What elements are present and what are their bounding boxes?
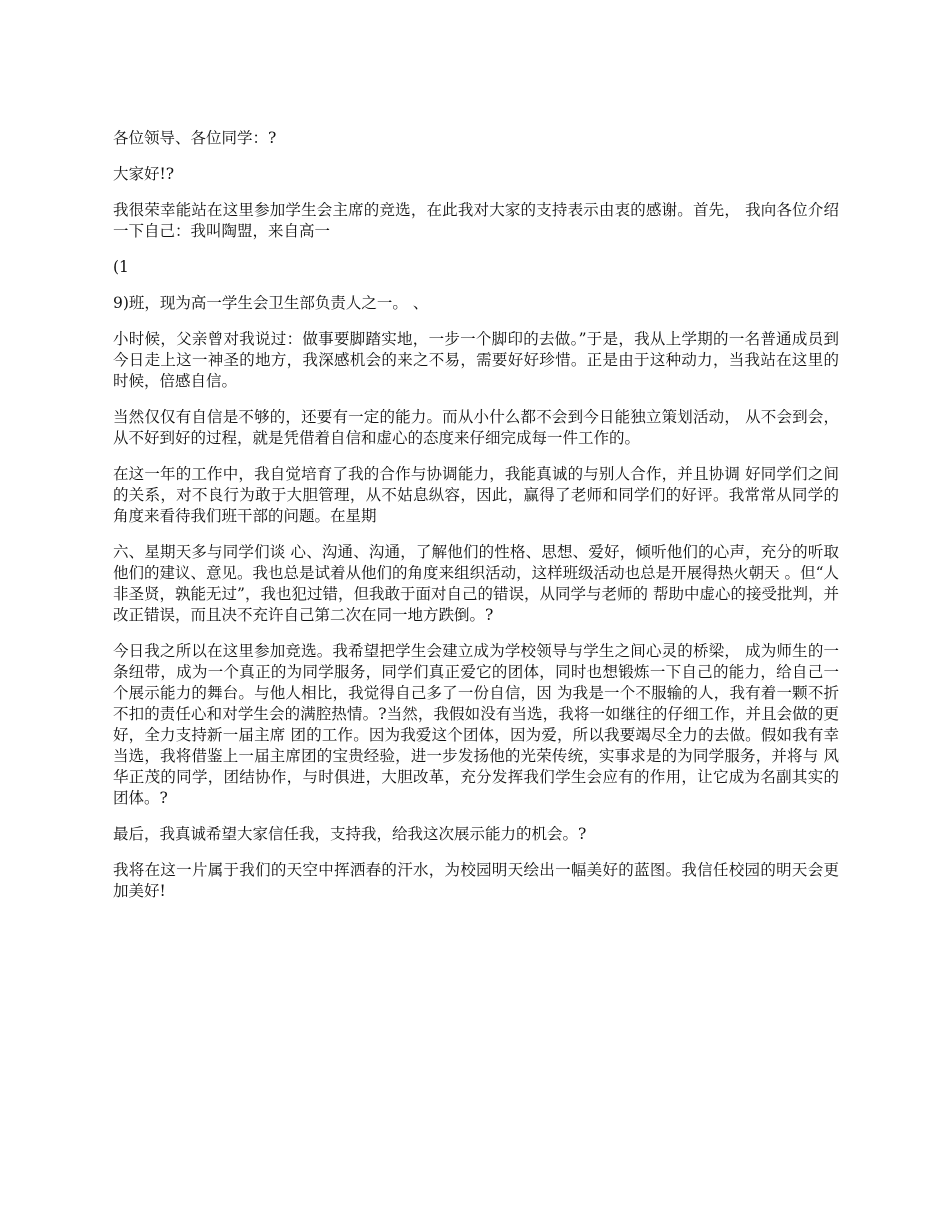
document-page <box>113 128 839 917</box>
salutation: 各位领导、各位同学：? <box>113 129 277 147</box>
paragraph-childhood: 小时候，父亲曾对我说过：做事要脚踏实地，一步一个脚印的去做。”于是，我从上学期的一名普通成员到今日走上这一神圣的地方，我深感机会的来之不易，需要好好珍惜。正是由于这种动力，当我站在这里的时候，倍感自信。 <box>113 330 839 390</box>
paragraph-ability: 当然仅仅有自信是不够的，还要有一定的能力。而从小什么都不会到今日能独立策划活动， 从不会到会，从不好到好的过程，就是凭借着自信和虚心的态度来仔细完成每一件工作的。 <box>113 408 839 447</box>
paragraph-campaign: 今日我之所以在这里参加竞选。我希望把学生会建立成为学校领导与学生之间心灵的桥梁， 成为师生的一条纽带，成为一个真正的为同学服务，同学们真正爱它的团体，同时也想锻炼一下自己的能力，给自己一个展示能力的舞台。与他人相比，我觉得自己多了一份自信，因 为我是一个不服输的人，我有着一颗不折不扣的责任心和对学生会的满腔热情。?当然，我假如没有当选，我将一如继往的仔细工作，并且会做的更好，全力支持新一届主席 团的工作。因为我爱这个团体，因为爱，所以我要竭尽全力的去做。假如我有幸当选，我将借鉴上一届主席团的宝贵经验，进一步发扬他的光荣传统，实事求是的为同学服务，并将与 风华正茂的同学，团结协作，与时俱进，大胆改革，充分发挥我们学生会应有的作用，让它成为名副其实的团体。? <box>113 642 839 807</box>
greeting: 大家好!? <box>113 165 175 183</box>
paragraph-class: 9)班，现为高一学生会卫生部负责人之一。 、 <box>113 294 429 312</box>
paragraph-intro: 我很荣幸能站在这里参加学生会主席的竞选，在此我对大家的支持表示由衷的感谢。首先， 我向各位介绍一下自己：我叫陶盟，来自高一 <box>113 201 839 240</box>
paragraph-communication: 六、星期天多与同学们谈 心、沟通、沟通，了解他们的性格、思想、爱好，倾听他们的心声，充分的听取他们的建议、意见。我也总是试着从他们的角度来组织活动，这样班级活动也总是开展得热火朝天 。但“人非圣贤，孰能无过”，我也犯过错，但我敢于面对自己的错误，从同学与老师的 帮助中虚心的接受批判，并改正错误，而且决不充许自己第二次在同一地方跌倒。? <box>113 543 839 624</box>
paragraph-cooperation: 在这一年的工作中，我自觉培育了我的合作与协调能力，我能真诚的与别人合作，并且协调 好同学们之间的关系，对不良行为敢于大胆管理，从不姑息纵容，因此，赢得了老师和同学们的好评。我常常从同学的角度来看待我们班干部的问题。在星期 <box>113 465 839 525</box>
paragraph-closing: 最后，我真诚希望大家信任我，支持我，给我这次展示能力的机会。? <box>113 825 587 843</box>
paragraph-final: 我将在这一片属于我们的天空中挥洒春的汗水，为校园明天绘出一幅美好的蓝图。我信任校园的明天会更加美好! <box>113 861 839 900</box>
paragraph-class-fragment: (1 <box>113 258 129 276</box>
